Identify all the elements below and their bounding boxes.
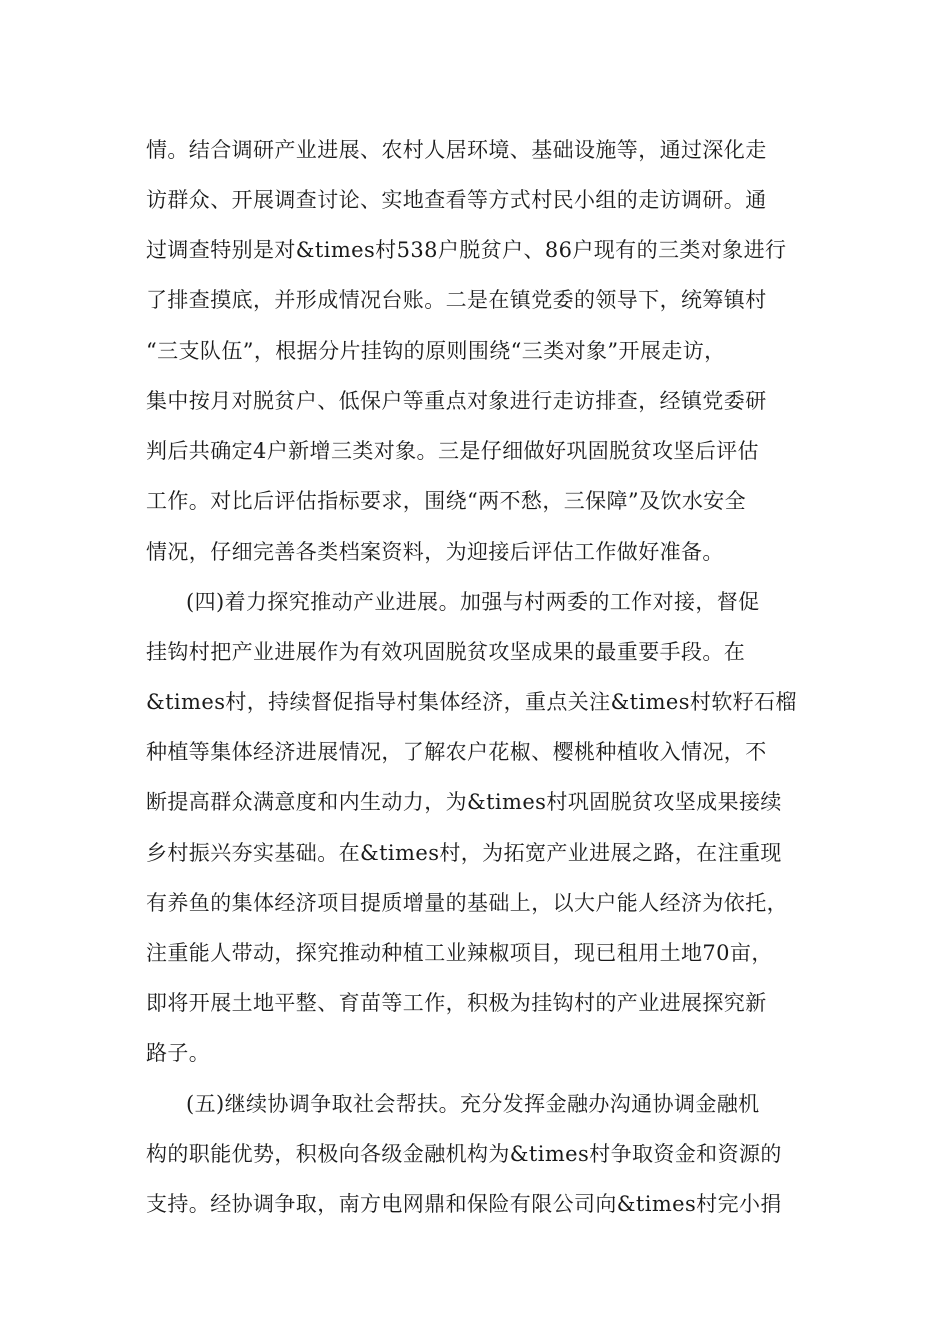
text-line: 情况，仔细完善各类档案资料，为迎接后评估工作做好准备。: [146, 540, 724, 564]
text-line: 路子。: [146, 1041, 211, 1065]
text-line: 支持。经协调争取，南方电网鼎和保险有限公司向&times村完小捐: [146, 1192, 782, 1216]
text-line: 工作。对比后评估指标要求，围绕“两不愁，三保障”及饮水安全: [146, 489, 747, 513]
text-line: 构的职能优势，积极向各级金融机构为&times村争取资金和资源的: [146, 1142, 782, 1166]
text-line: 乡村振兴夯实基础。在&times村，为拓宽产业进展之路，在注重现: [146, 841, 782, 865]
text-line: 情。结合调研产业进展、农村人居环境、基础设施等，通过深化走: [146, 138, 767, 162]
text-line: 有养鱼的集体经济项目提质增量的基础上，以大户能人经济为依托，: [146, 891, 788, 915]
text-line: 即将开展土地平整、育苗等工作，积极为挂钩村的产业进展探究新: [146, 991, 767, 1015]
text-line: 过调查特别是对&times村538户脱贫户、86户现有的三类对象进行: [146, 238, 787, 262]
text-line: “三支队伍”，根据分片挂钩的原则围绕“三类对象”开展走访，: [146, 339, 726, 363]
text-line: 访群众、开展调查讨论、实地查看等方式村民小组的走访调研。通: [146, 188, 767, 212]
section-heading-5: (五)继续协调争取社会帮扶。充分发挥金融办沟通协调金融机: [186, 1092, 760, 1116]
text-line: 集中按月对脱贫户、低保户等重点对象进行走访排查，经镇党委研: [146, 389, 767, 413]
text-line: 挂钩村把产业进展作为有效巩固脱贫攻坚成果的最重要手段。在: [146, 640, 746, 664]
text-line: 了排查摸底，并形成情况台账。二是在镇党委的领导下，统筹镇村: [146, 288, 767, 312]
section-heading-4: (四)着力探究推动产业进展。加强与村两委的工作对接，督促: [186, 590, 760, 614]
text-line: 判后共确定4户新增三类对象。三是仔细做好巩固脱贫攻坚后评估: [146, 439, 759, 463]
text-line: 种植等集体经济进展情况，了解农户花椒、樱桃种植收入情况，不: [146, 740, 767, 764]
text-line: 注重能人带动，探究推动种植工业辣椒项目，现已租用土地70亩，: [146, 941, 773, 965]
text-line: &times村，持续督促指导村集体经济，重点关注&times村软籽石榴: [146, 690, 797, 714]
text-line: 断提高群众满意度和内生动力，为&times村巩固脱贫攻坚成果接续: [146, 790, 782, 814]
